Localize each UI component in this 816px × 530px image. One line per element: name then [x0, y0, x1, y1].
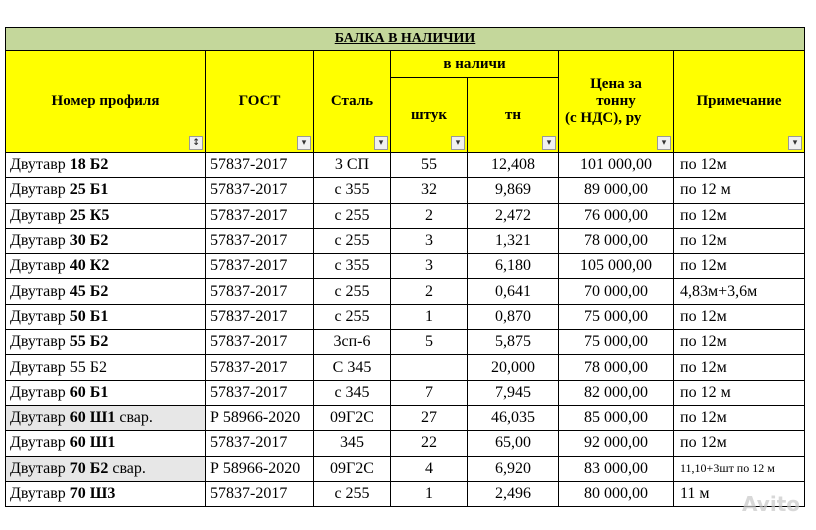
tn-cell[interactable]: 9,869: [468, 178, 559, 203]
gost-cell[interactable]: Р 58966-2020: [206, 405, 314, 430]
filter-dropdown-icon[interactable]: ▾: [374, 136, 388, 150]
profile-size: 70 Б2: [69, 459, 109, 477]
profile-suffix: свар.: [108, 459, 146, 477]
note-cell[interactable]: по 12м: [674, 405, 805, 430]
gost-cell[interactable]: 57837-2017: [206, 481, 314, 506]
table-row: [6, 178, 805, 203]
price-cell[interactable]: 70 000,00: [559, 279, 674, 304]
note-cell[interactable]: 11,10+3шт по 12 м: [674, 456, 805, 481]
profile-size: 70 Ш3: [69, 485, 116, 502]
table-row: [6, 405, 805, 430]
price-cell[interactable]: 78 000,00: [559, 355, 674, 380]
note-cell[interactable]: 11 м: [674, 481, 805, 506]
steel-cell[interactable]: с 355: [314, 254, 391, 279]
table-row: [6, 481, 805, 506]
gost-cell[interactable]: Р 58966-2020: [206, 456, 314, 481]
profile-size: 55 Б2: [69, 333, 109, 351]
table-row: [6, 330, 805, 355]
tn-cell[interactable]: 0,641: [468, 279, 559, 304]
note-cell[interactable]: по 12м: [674, 153, 805, 178]
table-row: [6, 431, 805, 456]
profile-cell[interactable]: [6, 279, 206, 304]
gost-cell[interactable]: 57837-2017: [206, 355, 314, 380]
profile-cell[interactable]: [6, 355, 206, 380]
steel-cell[interactable]: с 255: [314, 304, 391, 329]
pcs-cell[interactable]: [391, 355, 468, 380]
tn-cell[interactable]: 2,472: [468, 203, 559, 228]
profile-size: 30 Б2: [69, 232, 109, 250]
profile-cell[interactable]: [6, 380, 206, 405]
gost-cell[interactable]: 57837-2017: [206, 279, 314, 304]
profile-prefix: Двутавр: [10, 409, 70, 427]
gost-cell[interactable]: 57837-2017: [206, 228, 314, 253]
tn-cell[interactable]: 6,920: [468, 456, 559, 481]
header-price[interactable]: Цена за тонну (с НДС), ру ▾: [559, 51, 674, 153]
filter-dropdown-icon[interactable]: ▾: [542, 136, 556, 150]
pcs-cell[interactable]: 2: [391, 203, 468, 228]
steel-cell[interactable]: С 345: [314, 355, 391, 380]
pcs-cell[interactable]: 3: [391, 228, 468, 253]
profile-prefix: Двутавр 55 Б2: [10, 358, 107, 376]
price-cell[interactable]: 80 000,00: [559, 481, 674, 506]
price-cell[interactable]: 82 000,00: [559, 380, 674, 405]
tn-cell[interactable]: 0,870: [468, 304, 559, 329]
steel-cell[interactable]: 09Г2С: [314, 456, 391, 481]
price-cell[interactable]: 83 000,00: [559, 456, 674, 481]
price-cell[interactable]: 76 000,00: [559, 203, 674, 228]
header-note[interactable]: Примечание ▾: [674, 51, 805, 153]
profile-prefix: Двутавр: [10, 232, 70, 250]
note-cell[interactable]: по 12м: [674, 355, 805, 380]
tn-cell[interactable]: 5,875: [468, 330, 559, 355]
table-row: [6, 380, 805, 405]
profile-cell[interactable]: [6, 254, 206, 279]
steel-cell[interactable]: с 255: [314, 228, 391, 253]
profile-cell[interactable]: [6, 178, 206, 203]
steel-cell[interactable]: 345: [314, 431, 391, 456]
header-profile[interactable]: Номер профиля ↕: [6, 51, 206, 153]
tn-cell[interactable]: 6,180: [468, 254, 559, 279]
profile-cell[interactable]: [6, 304, 206, 329]
gost-cell[interactable]: 57837-2017: [206, 254, 314, 279]
note-cell[interactable]: 4,83м+3,6м: [674, 279, 805, 304]
gost-cell[interactable]: 57837-2017: [206, 380, 314, 405]
profile-cell[interactable]: [6, 481, 206, 506]
note-cell[interactable]: по 12 м: [674, 380, 805, 405]
tn-cell[interactable]: 1,321: [468, 228, 559, 253]
pcs-cell[interactable]: 5: [391, 330, 468, 355]
profile-size: 60 Б1: [69, 383, 109, 401]
profile-prefix: Двутавр: [10, 333, 70, 351]
profile-suffix: свар.: [115, 409, 153, 427]
table-row: [6, 279, 805, 304]
pcs-cell[interactable]: 2: [391, 279, 468, 304]
sort-filter-icon[interactable]: ↕: [189, 136, 203, 150]
price-cell[interactable]: 85 000,00: [559, 405, 674, 430]
tn-cell[interactable]: 7,945: [468, 380, 559, 405]
filter-dropdown-icon[interactable]: ▾: [788, 136, 802, 150]
pcs-cell[interactable]: 1: [391, 481, 468, 506]
price-cell[interactable]: 75 000,00: [559, 330, 674, 355]
profile-size: 45 Б2: [69, 282, 109, 300]
note-cell[interactable]: по 12м: [674, 431, 805, 456]
price-cell[interactable]: 105 000,00: [559, 254, 674, 279]
tn-cell[interactable]: 20,000: [468, 355, 559, 380]
pcs-cell[interactable]: 4: [391, 456, 468, 481]
profile-prefix: Двутавр: [10, 181, 70, 199]
header-tn[interactable]: тн ▾: [468, 78, 559, 153]
profile-size: 60 Ш1: [69, 409, 116, 427]
profile-size: 25 К5: [69, 206, 110, 224]
table-row: [6, 228, 805, 253]
steel-cell[interactable]: с 255: [314, 481, 391, 506]
profile-cell[interactable]: [6, 405, 206, 430]
pcs-cell[interactable]: 32: [391, 178, 468, 203]
table-row: [6, 153, 805, 178]
profile-prefix: Двутавр: [10, 459, 70, 477]
steel-cell[interactable]: 09Г2С: [314, 405, 391, 430]
note-cell[interactable]: по 12м: [674, 254, 805, 279]
filter-dropdown-icon[interactable]: ▾: [657, 136, 671, 150]
gost-cell[interactable]: 57837-2017: [206, 304, 314, 329]
profile-prefix: Двутавр: [10, 156, 70, 174]
table-row: [6, 203, 805, 228]
table-title: БАЛКА В НАЛИЧИИ: [6, 28, 805, 51]
tn-cell[interactable]: 46,035: [468, 405, 559, 430]
note-cell[interactable]: по 12м: [674, 330, 805, 355]
pcs-cell[interactable]: 1: [391, 304, 468, 329]
profile-cell[interactable]: [6, 228, 206, 253]
price-cell[interactable]: 78 000,00: [559, 228, 674, 253]
price-cell[interactable]: 89 000,00: [559, 178, 674, 203]
gost-cell[interactable]: 57837-2017: [206, 330, 314, 355]
tn-cell[interactable]: 12,408: [468, 153, 559, 178]
pcs-cell[interactable]: 55: [391, 153, 468, 178]
table-row: [6, 355, 805, 380]
note-cell[interactable]: по 12м: [674, 304, 805, 329]
gost-cell[interactable]: 57837-2017: [206, 203, 314, 228]
steel-cell[interactable]: 3 СП: [314, 153, 391, 178]
header-pcs[interactable]: штук ▾: [391, 78, 468, 153]
gost-cell[interactable]: 57837-2017: [206, 153, 314, 178]
tn-cell[interactable]: 2,496: [468, 481, 559, 506]
header-in-stock: в наличи: [391, 51, 559, 78]
pcs-cell[interactable]: 3: [391, 254, 468, 279]
profile-prefix: Двутавр: [10, 307, 70, 325]
header-steel[interactable]: Сталь ▾: [314, 51, 391, 153]
profile-size: 60 Ш1: [69, 434, 116, 452]
table-row: [6, 304, 805, 329]
note-cell[interactable]: по 12 м: [674, 178, 805, 203]
table-row: [6, 456, 805, 481]
profile-size: 40 К2: [69, 257, 110, 275]
stock-table: [5, 27, 805, 507]
profile-prefix: Двутавр: [10, 485, 70, 502]
profile-cell[interactable]: [6, 203, 206, 228]
table-row: [6, 254, 805, 279]
profile-size: 25 Б1: [69, 181, 109, 199]
filter-dropdown-icon[interactable]: ▾: [297, 136, 311, 150]
profile-cell[interactable]: [6, 330, 206, 355]
profile-prefix: Двутавр: [10, 282, 70, 300]
note-cell[interactable]: по 12м: [674, 203, 805, 228]
price-cell[interactable]: 75 000,00: [559, 304, 674, 329]
profile-prefix: Двутавр: [10, 383, 70, 401]
profile-prefix: Двутавр: [10, 206, 70, 224]
tn-cell[interactable]: 65,00: [468, 431, 559, 456]
profile-size: 50 Б1: [69, 307, 109, 325]
steel-cell[interactable]: 3сп-6: [314, 330, 391, 355]
avito-watermark: Avito: [742, 492, 800, 516]
gost-cell[interactable]: 57837-2017: [206, 178, 314, 203]
note-cell[interactable]: по 12м: [674, 228, 805, 253]
filter-dropdown-icon[interactable]: ▾: [451, 136, 465, 150]
profile-cell[interactable]: [6, 153, 206, 178]
steel-cell[interactable]: с 345: [314, 380, 391, 405]
header-gost[interactable]: ГОСТ ▾: [206, 51, 314, 153]
profile-cell[interactable]: [6, 456, 206, 481]
price-cell[interactable]: 101 000,00: [559, 153, 674, 178]
steel-cell[interactable]: с 255: [314, 279, 391, 304]
profile-prefix: Двутавр: [10, 257, 70, 275]
profile-size: 18 Б2: [69, 156, 109, 174]
profile-prefix: Двутавр: [10, 434, 70, 452]
pcs-cell[interactable]: 22: [391, 431, 468, 456]
steel-cell[interactable]: с 355: [314, 178, 391, 203]
profile-cell[interactable]: [6, 431, 206, 456]
price-cell[interactable]: 92 000,00: [559, 431, 674, 456]
pcs-cell[interactable]: 27: [391, 405, 468, 430]
pcs-cell[interactable]: 7: [391, 380, 468, 405]
gost-cell[interactable]: 57837-2017: [206, 431, 314, 456]
steel-cell[interactable]: с 255: [314, 203, 391, 228]
